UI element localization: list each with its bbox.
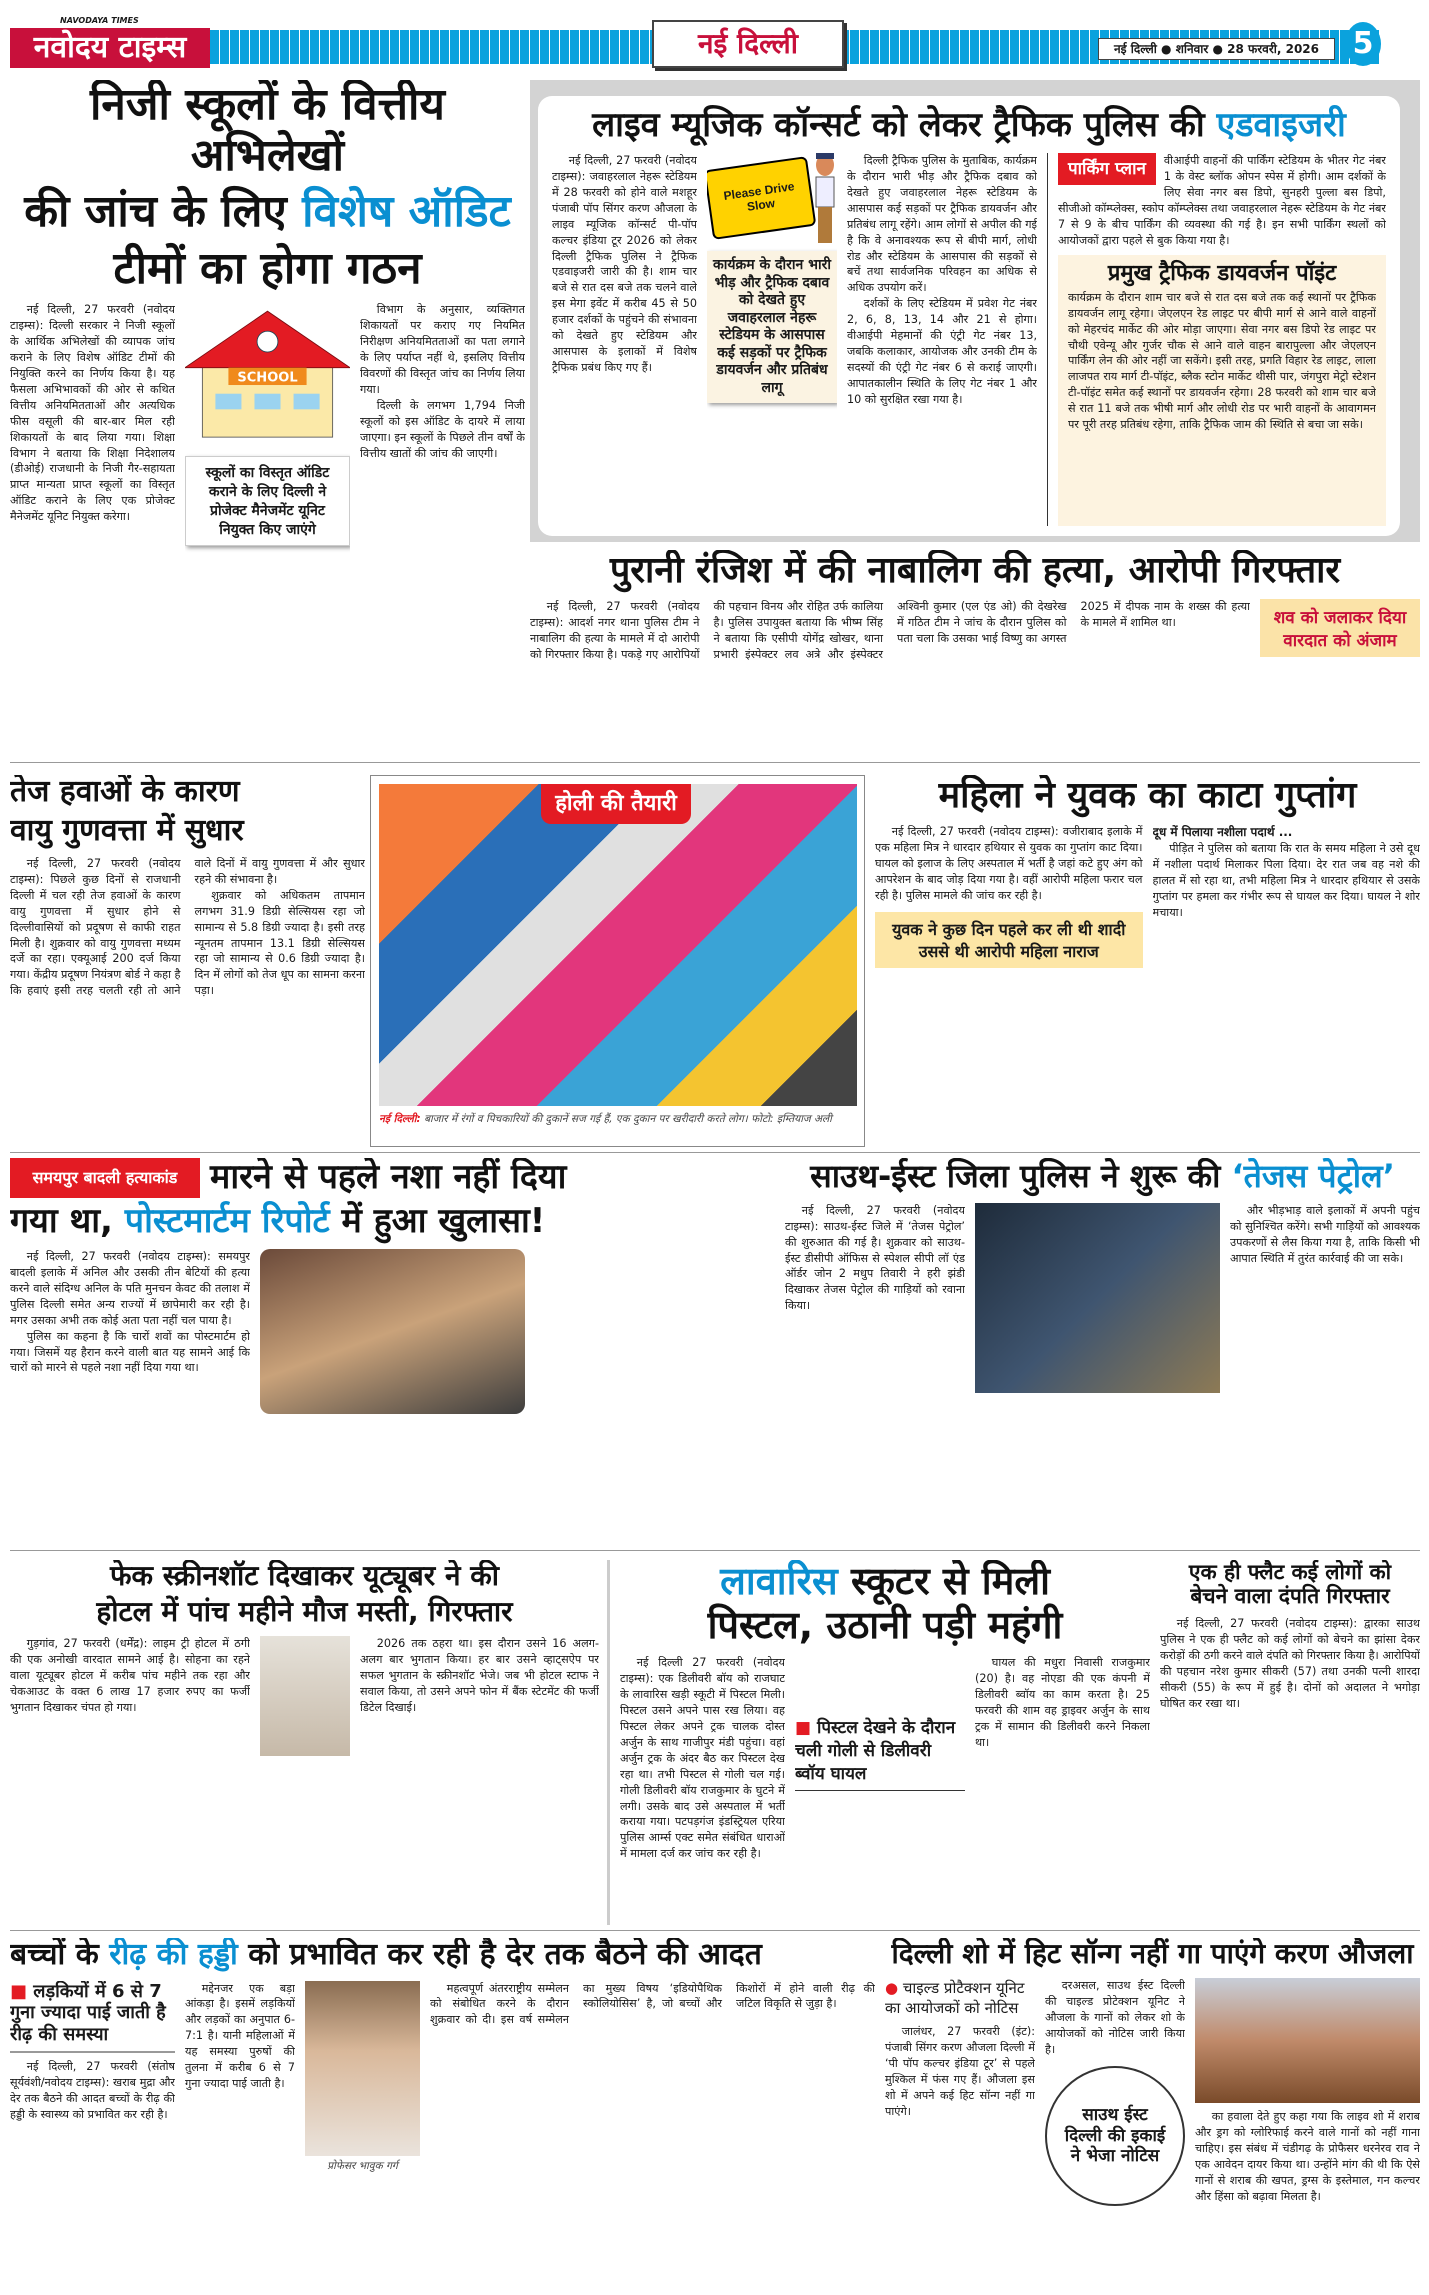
article-row xyxy=(530,599,1420,760)
headline-line2: पिस्टल, उठानी पड़ी महंगी xyxy=(707,1602,1063,1647)
article-row xyxy=(1160,1616,1420,1925)
headline-text: बच्चों के xyxy=(10,1938,110,1972)
article-col1 xyxy=(10,302,175,755)
headline-text: साउथ-ईस्ट जिला पुलिस ने शुरू की xyxy=(810,1158,1232,1195)
paragraph: दिल्ली ट्रैफिक पुलिस के मुताबिक, कार्यक्रम के दौरान भारी भीड़ और ट्रैफिक दबाव को देखते हुए जवाहरलाल नेहरू स्टेडियम के आसपास कई सड़कों पर ट्रैफिक डायवर्जन और प्रतिबंध लागू रहेंगे। आम लोगों से अपील की गई है कि वे अनावश्यक रूप से बीपी मार्ग, लोधी रोड और स्टेडियम के आसपास की सड़कों से बचें तथा सार्वजनिक परिवहन का अधिक से अधिक उपयोग करें। xyxy=(847,154,1037,295)
headline-highlight: लावारिस xyxy=(720,1560,838,1603)
subheading: दूध में पिलाया नशीला पदार्थ ... xyxy=(1152,825,1293,840)
headline-line1 xyxy=(620,1560,1150,1604)
pull-quote: स्कूलों का विस्तृत ऑडिट कराने के लिए दिल्ली ने प्रोजेक्ट मैनेजमेंट यूनिट नियुक्त किए जाएंगे xyxy=(185,456,350,546)
headline-line2 xyxy=(10,187,525,238)
parking-plan-tag: पार्किंग प्लान xyxy=(1058,153,1156,185)
section-city: नई दिल्ली xyxy=(652,20,844,68)
school-sign: SCHOOL xyxy=(237,370,298,386)
headline xyxy=(10,1938,875,1973)
paragraph: शुक्रवार को अधिकतम तापमान लगभग 31.9 डिग्री सेल्सियस रहा जो सामान्य से 5.8 डिग्री ज्यादा है। इसी तरह न्यूनतम तापमान 13.1 डिग्री सेल्सियस रहा जो सामान्य से 0.6 डिग्री ज्यादा है। दिन में लोगों को तेज धूप का सामना करना पड़ा। xyxy=(194,888,365,998)
brand-logo: नवोदय टाइम्स xyxy=(10,28,210,68)
bullet-square-icon: ■ xyxy=(10,1980,34,2002)
article-col3 xyxy=(975,1655,1150,1925)
headline-text: में हुआ खुलासा! xyxy=(329,1201,546,1241)
dateline: नई दिल्ली ● शनिवार ● 28 फरवरी, 2026 xyxy=(1098,38,1335,60)
story-unclaimed-scooter-pistol xyxy=(620,1560,1150,1925)
headline-highlight: एडवाइजरी xyxy=(1216,105,1346,145)
pull-quote-circle: साउथ ईस्ट दिल्ली की इकाई ने भेजा नोटिस xyxy=(1045,2066,1185,2206)
article-col1 xyxy=(10,1636,250,1925)
brand-latin: NAVODAYA TIMES xyxy=(60,16,139,25)
traffic-cop-illustration xyxy=(708,153,836,243)
paragraph: गुड़गांव, 27 फरवरी (धर्मेंद्र): लाइम ट्री होटल में ठगी की एक अनोखी वारदात सामने आई है। सोहना का रहने वाला यूट्यूबर होटल में करीब पांच महीने तक रहा और चेकआउट के वक्त 6 लाख 17 हजार रुपए का फर्जी भुगतान दिखाकर चंपत हो गया। xyxy=(10,1637,250,1714)
paragraph: नई दिल्ली, 27 फरवरी (नवोदय टाइम्स): दिल्ली सरकार ने निजी स्कूलों के आर्थिक अभिलेखों की व्यापक जांच कराने के लिए विशेष ऑडिट टीमों की नियुक्ति करने का निर्णय किया है। यह फैसला अभिभावकों की ओर से कथित वित्तीय अनियमितताओं और अत्यधिक फीस वसूली की बार-बार मिल रही शिकायतों के बाद लिया गया। शिक्षा विभाग ने बताया कि शिक्षा निदेशालय (डीओई) राजधानी के निजी गैर-सहायता प्राप्त मान्यता प्राप्त स्कूलों का विस्तृत ऑडिट कराने के लिए एक प्रोजेक्ट मैनेजमेंट यूनिट नियुक्त करेगा। xyxy=(10,303,175,524)
story-tejas-patrol xyxy=(785,1158,1420,1548)
article-body xyxy=(10,302,525,755)
photo-tag: होली की तैयारी xyxy=(541,784,691,824)
article-col2 xyxy=(360,1636,599,1925)
article-body xyxy=(875,824,1143,904)
article-col1 xyxy=(875,824,1143,1150)
diversion-text: कार्यक्रम के दौरान शाम चार बजे से रात दस बजे तक कई स्थानों पर ट्रैफिक डायवर्जन लागू रहेगा। जेएलएन रेड लाइट पर बीपी मार्ग से आने वाले वाहनों को मेहरचंद मार्केट की ओर मोड़ा जाएगा। सेवा नगर बस डिपो रेड लाइट पर चौथी एवेन्यू और गुर्जर चौक से आने वाले वाहन बारापुल्ला और जेएलएन पार्किंग लेन की ओर नहीं जा सकेंगे। इसी तरह, प्रगति विहार रेड लाइट, लाला लाजपत राय मार्ग टी-पॉइंट, ब्लैक स्टोन मार्केट थीसी पार, जंगपुरा मेट्रो स्टेशन टी-पॉइंट समेत कई स्थानों पर डायवर्जन रहेगा। 28 फरवरी को शाम चार बजे से रात 11 बजे तक भीषी मार्ग और लोधी रोड पर भारी वाहनों के आवागमन पर पूरी तरह प्रतिबंध रहेगा, ताकि ट्रैफिक जाम की स्थिति से बचा जा सके। xyxy=(1068,290,1376,432)
headline-text: को प्रभावित कर रही है देर तक बैठने की आदत xyxy=(237,1938,762,1972)
paragraph: नई दिल्ली 27 फरवरी (नवोदय टाइम्स): एक डिलीवरी बॉय को राजघाट के लावारिस खड़ी स्कूटी में पिस्टल मिली। पिस्टल उसने अपने पास रख लिया। वह पिस्टल लेकर अपने ट्रक चालक दोस्त अर्जुन के साथ गाजीपुर मंडी पहुंचा। वहां अर्जुन ट्रक के अंदर बैठ कर पिस्टल देख रहा था। तभी पिस्टल से गोली चल गई। गोली डिलीवरी बॉय राजकुमार के घुटने में लगी। उसके बाद उसे अस्पताल में भर्ती कराया गया। पटपड़गंज इंडस्ट्रियल एरिया पुलिस आर्म्स एक्ट समेत संबंधित धाराओं में मामला दर्ज कर जांच कर रही है। xyxy=(620,1656,785,1861)
paragraph: नई दिल्ली, 27 फरवरी (नवोदय टाइम्स): द्वारका साउथ पुलिस ने एक ही फ्लैट को कई लोगों को बेचने का झांसा देकर करोड़ों की ठगी करने वाले दंपति को गिरफ्तार किया है। आरोपियों की पहचान नरेश कुमार सीकरी (57) तथा उनकी पत्नी शारदा सीकरी (55) के रूप में हुई है। दोनों को अदालत ने भगोड़ा घोषित कर रखा था। xyxy=(1160,1617,1420,1710)
story-private-school-audit xyxy=(10,80,525,755)
paragraph: नई दिल्ली, 27 फरवरी (नवोदय टाइम्स): समयपुर बादली इलाके में अनिल और उसकी तीन बेटियों की हत्या करने वाले संदिग्ध अनिल के पति मुनचन केवट की तलाश में पुलिस दिल्ली समेत अन्य राज्यों में छापेमारी कर रही है। मगर उसका अभी तक कोई अता पता नहीं चल पाया है। xyxy=(10,1250,250,1327)
paragraph: और भीड़भाड़ वाले इलाकों में अपनी पहुंच को सुनिश्चित करेंगे। सभी गाड़ियों को आवश्यक उपकरणों से लैस किया गया है, ताकि किसी भी आपात स्थिति में तुरंत कार्रवाई की जा सके। xyxy=(1230,1203,1420,1265)
headline-line2 xyxy=(10,1202,780,1241)
article-col1 xyxy=(620,1655,785,1925)
story-minor-murder xyxy=(530,550,1420,760)
photo-professor xyxy=(305,1981,420,2156)
headline-highlight: रीढ़ की हड्डी xyxy=(109,1938,238,1972)
headline: दिल्ली शो में हिट सॉन्ग नहीं गा पाएंगे करण औजला xyxy=(891,1938,1414,1970)
article-row xyxy=(875,824,1420,1150)
paragraph: का हवाला देते हुए कहा गया कि लाइव शो में शराब और ड्रग को ग्लोरिफाई करने वाले गानों को नहीं गाना चाहिए। इस संबंध में चंडीगढ़ के प्रोफैसर धरनेरव राव ने एक आवेदन दायर किया था। उन्होंने मांग की थी कि ऐसे गानों से शराब की खपत, ड्रग्स के इस्तेमाल, गन कल्चर और हिंसा को बढ़ावा मिलता है। xyxy=(1195,2110,1420,2203)
paragraph: नई दिल्ली, 27 फरवरी (नवोदय टाइम्स): आदर्श नगर थाना पुलिस टीम ने नाबालिग की हत्या के मामले में दो आरोपी को गिरफ्तार किया है। पकड़े गए आरोपियों की पहचान विनय और रोहित उर्फ कालिया है। पुलिस उपायुक्त बताया कि भीष्म सिंह ने बताया कि एसीपी योगेंद्र खोखर, थाना प्रभारी इंस्पेक्टर लव अत्रे और इंस्पेक्टर अश्विनी कुमार (एल एंड ओ) की देखरेख में गठित टीम ने जांच के दौरान पुलिस को पता चला कि उसका भाई विष्णु का अगस्त 2025 में दीपक नाम के शख्स की हत्या के मामले में शामिल था। xyxy=(530,600,1250,662)
diversion-heading: प्रमुख ट्रैफिक डायवर्जन पॉइंट xyxy=(1107,260,1337,286)
article-row xyxy=(10,1249,780,1548)
article-row xyxy=(10,1981,875,2294)
headline: पुरानी रंजिश में की नाबालिग की हत्या, आरोपी गिरफ्तार xyxy=(609,550,1341,591)
story-samaypur-badli xyxy=(10,1158,780,1548)
photo-market-colors xyxy=(379,784,857,1106)
headline-line3: टीमों का होगा गठन xyxy=(113,242,422,294)
photo-caption xyxy=(379,1112,857,1126)
headline xyxy=(785,1158,1420,1195)
article-row xyxy=(620,1655,1150,1925)
article-col3 xyxy=(430,1981,875,2294)
subheading xyxy=(10,1981,175,2054)
headline-text: की जांच के लिए xyxy=(24,186,303,238)
traffic-panel xyxy=(538,96,1400,536)
paragraph: घायल की मधुरा निवासी राजकुमार (20) है। वह नोएडा की एक कंपनी में डिलीवरी ब्वॉय का काम करता है। 25 फरवरी की शाम वह ड्राइवर अर्जुन के साथ ट्रक में सामान की डिलीवरी करने निकला था। xyxy=(975,1656,1150,1749)
story-traffic-advisory xyxy=(530,80,1420,542)
article-col1 xyxy=(885,1978,1035,2293)
diversion-box xyxy=(1058,255,1386,526)
headline-line2: बेचने वाला दंपति गिरफ्तार xyxy=(1190,1584,1390,1609)
paragraph: पीड़ित ने पुलिस को बताया कि रात के समय महिला ने उसे दूध में नशीला पदार्थ मिलाकर पिला दिया। देर रात जब वह नशे की हालत में सो रहा था, तभी महिला मित्र ने धारदार हथियार से उसके गुप्तांग पर हमला कर गंभीर रूप से घायल कर दिया। घायल ने शोर मचाया। xyxy=(1152,842,1420,920)
paragraph: 2026 तक ठहरा था। इस दौरान उसने 16 अलग-अलग बार भुगतान किया। हर बार उसने व्हाट्सऐप पर सफल भुगतान के स्क्रीनशॉट भेजे। जब भी होटल स्टाफ ने सवाल किया, तो उसने अपने फोन में बैंक स्टेटमेंट की फर्जी डिटेल दिखाई। xyxy=(360,1637,599,1714)
headline xyxy=(552,106,1386,145)
story-air-quality xyxy=(10,775,365,1150)
please-drive-slow-sign: Please Drive Slow xyxy=(707,156,816,240)
sidebar-col xyxy=(1058,153,1386,526)
illustration-col xyxy=(707,153,837,526)
article-body xyxy=(10,1249,250,1548)
headline-row1 xyxy=(10,1158,780,1198)
article-body xyxy=(530,599,1250,760)
article-body xyxy=(10,2059,175,2123)
article-row xyxy=(10,1636,599,1925)
headline-text: गया था, xyxy=(10,1201,125,1241)
headline-line1: मारने से पहले नशा नहीं दिया xyxy=(210,1158,567,1198)
subheading-text: लड़कियों में 6 से 7 गुना ज्यादा पाई जाती है रीढ़ की समस्या xyxy=(10,1980,166,2045)
parking-body: वीआईपी वाहनों की पार्किंग स्टेडियम के भीतर गेट नंबर 1 के वेस्ट ब्लॉक ओपन स्पेस में होगी। आम दर्शकों के लिए सेवा नगर बस डिपो, सुनहरी पुल्ला बस डिपो, सीजीओ कॉम्प्लेक्स, स्कोप कॉम्प्लेक्स तथा जवाहरलाल नेहरू स्टेडियम के गेट नंबर 7 से 9 के बीच पार्किंग की व्यवस्था की गई है। इन सभी पार्किंग स्थलों को आयोजकों द्वारा पहले से बुक किया गया है। xyxy=(1058,154,1386,247)
article-col3 xyxy=(1195,1978,1420,2293)
article-body xyxy=(10,856,365,1150)
article-col2 xyxy=(847,153,1037,526)
divider xyxy=(10,1152,1420,1153)
headline-highlight: पोस्टमार्टम रिपोर्ट xyxy=(124,1201,330,1241)
divider xyxy=(10,1930,1420,1931)
photo-accused xyxy=(260,1636,350,1756)
pull-quote: युवक ने कुछ दिन पहले कर ली थी शादी उससे थी आरोपी महिला नाराज xyxy=(875,912,1143,968)
headline-highlight: ‘तेजस पेट्रोल’ xyxy=(1231,1158,1395,1195)
paragraph: जालंधर, 27 फरवरी (इंट): पंजाबी सिंगर करण औजला दिल्ली में ‘पी पॉप कल्चर इंडिया टूर’ से पहले मुश्किल में फंस गए हैं। औजला इस शो में अपने कई हिट सॉन्ग नहीं गा पाएंगे। xyxy=(885,2025,1035,2118)
paragraph: पुलिस का कहना है कि चारों शवों का पोस्टमार्टम हो गया। जिसमें यह हैरान करने वाली बात यह सामने आई कि चारों को मारने से पहले नशा नहीं दिया गया था। xyxy=(10,1329,250,1375)
article-col2 xyxy=(185,1981,295,2294)
article-col2 xyxy=(360,302,525,755)
headline-line2: होटल में पांच महीने मौज मस्ती, गिरफ्तार xyxy=(96,1595,513,1629)
article-body xyxy=(1045,1978,1185,2058)
headline-line1: एक ही फ्लैट कई लोगों को xyxy=(1188,1560,1392,1584)
story-tag: समयपुर बादली हत्याकांड xyxy=(10,1158,200,1198)
headline-line1: निजी स्कूलों के वित्तीय अभिलेखों xyxy=(90,80,445,181)
paragraph: नई दिल्ली, 27 फरवरी (संतोष सूर्यवंशी/नवोदय टाइम्स): खराब मुद्रा और देर तक बैठने की आदत बच्चों के रीढ़ की हड्डी के स्वास्थ्य को प्रभावित कर रही है। xyxy=(10,2060,175,2121)
divider xyxy=(10,762,1420,763)
traffic-cop-figure xyxy=(814,153,836,243)
pull-quote: शव को जलाकर दिया वारदात को अंजाम xyxy=(1260,599,1420,657)
subheading-text: चाइल्ड प्रोटैक्शन यूनिट का आयोजकों को नोटिस xyxy=(885,1979,1025,2018)
article-col1 xyxy=(552,153,697,526)
article-col1 xyxy=(10,1981,175,2294)
headline-line1: फेक स्क्रीनशॉट दिखाकर यूट्यूबर ने की xyxy=(109,1560,500,1592)
paragraph: नई दिल्ली, 27 फरवरी (नवोदय टाइम्स): जवाहरलाल नेहरू स्टेडियम में 28 फरवरी को होने वाले मशहूर पंजाबी पॉप सिंगर करण औजला के लाइव म्यूजिक कॉन्सर्ट पी-पॉप कल्चर इंडिया टूर 2026 को लेकर दिल्ली ट्रैफिक पुलिस ने ट्रैफिक एडवाइजरी जारी की है। शाम चार बजे से रात दस बजे तक चलने वाले इस मेगा इवेंट में करीब 45 से 50 हजार दर्शकों के पहुंचने की संभावना को देखते हुए स्टेडियम और आसपास के इलाकों में विशेष ट्रैफिक प्रबंध किए गए हैं। xyxy=(552,154,697,374)
story-woman-attack xyxy=(875,775,1420,1150)
photo-block xyxy=(305,1981,420,2294)
article-row xyxy=(10,856,365,1150)
divider xyxy=(10,1550,1420,1551)
paragraph: नई दिल्ली, 27 फरवरी (नवोदय टाइम्स): वजीराबाद इलाके में एक महिला मित्र ने धारदार हथियार से युवक का गुप्तांग काट दिया। घायल को इलाज के लिए अस्पताल में भर्ती है जहां कटे हुए अंग को आपरेशन के बाद जोड़ दिया गया है। वहीं आरोपी महिला फरार चल रही है। पुलिस मामले की जांच कर रही है। xyxy=(875,825,1143,903)
article-col3 xyxy=(1230,1203,1420,1548)
article-col2 xyxy=(1153,824,1421,1150)
headline-line1: तेज हवाओं के कारण xyxy=(10,775,240,809)
story-youtuber-fraud xyxy=(10,1560,610,1925)
caption-text: बाजार में रंगों व पिचकारियों की दुकानें सज गई हैं, एक दुकान पर खरीदारी करते लोग। फोटो: इम्तियाज अली xyxy=(424,1113,832,1125)
story-spine-health xyxy=(10,1938,875,2293)
headline-text: लाइव म्यूजिक कॉन्सर्ट को लेकर ट्रैफिक पुलिस की xyxy=(592,105,1217,145)
subheading xyxy=(795,1715,965,1791)
photo-caption: प्रोफेसर भावुक गर्ग xyxy=(327,2159,398,2172)
paragraph: मद्देनजर एक बड़ा आंकड़ा है। इसमें लड़कियों और लड़कों का अनुपात 6-7:1 है। यानी महिलाओं में यह समस्या पुरुषों की तुलना में करीब 6 से 7 गुना ज्यादा पाई जाती है। xyxy=(185,1981,295,2090)
article-col2 xyxy=(1045,1978,1185,2293)
headline: महिला ने युवक का काटा गुप्तांग xyxy=(938,775,1357,816)
story-karan-aujla xyxy=(885,1938,1420,2293)
pull-quote: कार्यक्रम के दौरान भारी भीड़ और ट्रैफिक दबाव को देखते हुए जवाहरलाल नेहरू स्टेडियम के आसपास कई सड़कों पर ट्रैफिक डायवर्जन और प्रतिबंध लागू xyxy=(707,251,837,403)
bullet-square-icon: ■ xyxy=(795,1718,817,1739)
headline-line2: वायु गुणवत्ता में सुधार xyxy=(10,812,244,848)
article-body xyxy=(885,2024,1035,2119)
photo-patrol-flagoff xyxy=(975,1203,1220,1393)
headline-highlight: विशेष ऑडिट xyxy=(302,186,511,238)
headline-text: स्कूटर से मिली xyxy=(837,1560,1050,1603)
article-body xyxy=(1195,2109,1420,2204)
illustration-col xyxy=(185,302,350,755)
paragraph: दर्शकों के लिए स्टेडियम में प्रवेश गेट नंबर 2, 6, 8, 13, 14 और 21 से होगा। वीआईपी मेहमानों की एंट्री गेट नंबर 13, जबकि कलाकार, आयोजक और उनकी टीम के सदस्यों की एंट्री गेट नंबर 6 से कराई जाएगी। आपातकालीन स्थिति के लिए गेट नंबर 1 और 10 को सुरक्षित रखा गया है। xyxy=(847,297,1037,406)
article-col2 xyxy=(795,1655,965,1925)
traffic-columns xyxy=(552,153,1386,526)
parking-text xyxy=(1058,153,1386,248)
paragraph: दिल्ली के लगभग 1,794 निजी स्कूलों को इस ऑडिट के दायरे में लाया जाएगा। इन स्कूलों के पिछले तीन वर्षों के वित्तीय खातों की जांच की जाएगी। xyxy=(360,398,525,460)
paragraph: महत्वपूर्ण अंतरराष्ट्रीय सम्मेलन को संबोधित करने के दौरान शुक्रवार को दी। इस वर्ष सम्मेलन का मुख्य विषय ‘इडियोपैथिक स्कोलियोसिस’ है, जो बच्चों और किशोरों में होने वाली रीढ़ की जटिल विकृति से जुड़ा है। xyxy=(430,1981,875,2027)
photo-holi xyxy=(370,775,865,1147)
paragraph: दरअसल, साउथ ईस्ट दिल्ली की चाइल्ड प्रोटेक्शन यूनिट ने औजला के गानों को लेकर शो के आयोजकों को नोटिस जारी किया है। xyxy=(1045,1979,1185,2056)
story-flat-fraud-couple xyxy=(1160,1560,1420,1925)
article-body xyxy=(1160,1616,1420,1925)
paragraph: विभाग के अनुसार, व्यक्तिगत शिकायतों पर कराए गए नियमित निरीक्षण अनियमितताओं का पता लगाने के लिए पर्याप्त नहीं थे, इसलिए वित्तीय विवरणों की विस्तृत जांच का निर्णय लिया गया। xyxy=(360,303,525,396)
page-number: 5 xyxy=(1345,22,1381,66)
photo-police-press xyxy=(260,1249,525,1414)
article-row xyxy=(785,1203,1420,1548)
paragraph: नई दिल्ली, 27 फरवरी (नवोदय टाइम्स): पिछले कुछ दिनों से राजधानी दिल्ली में चल रही तेज हवाओं के कारण वायु गुणवत्ता में सुधार होने से दिल्लीवासियों को प्रदूषण से काफी राहत मिली है। शुक्रवार को वायु गुणवत्ता मध्यम दर्जे का रहा। एक्यूआई 200 दर्ज किया गया। केंद्रीय प्रदूषण नियंत्रण बोर्ड ने कहा है कि हवाएं इसी तरह चलती रही तो आने वाले दिनों में वायु गुणवत्ता में और सुधार रहने की संभावना है। xyxy=(10,857,365,998)
subheading-text: पिस्टल देखने के दौरान चली गोली से डिलीवरी ब्वॉय घायल xyxy=(795,1718,956,1785)
school-illustration xyxy=(185,302,350,446)
paragraph: नई दिल्ली, 27 फरवरी (नवोदय टाइम्स): साउथ-ईस्ट जिले में ‘तेजस पेट्रोल’ की शुरुआत की गई है। शुक्रवार को साउथ-ईस्ट डीसीपी ऑफिस से स्पेशल सीपी लॉ एंड ऑर्डर जोन 2 मधुप तिवारी ने हरी झंडी दिखाकर तेजस पेट्रोल की गाड़ियों को रवाना किया। xyxy=(785,1203,965,1313)
caption-place: नई दिल्ली: xyxy=(379,1113,421,1125)
column-rule xyxy=(1047,153,1048,526)
bullet-dot-icon: ● xyxy=(885,1979,903,1998)
article-col1 xyxy=(785,1203,965,1548)
subheading xyxy=(885,1978,1035,2018)
article-row xyxy=(885,1978,1420,2293)
photo-karan-aujla xyxy=(1195,1978,1420,2103)
